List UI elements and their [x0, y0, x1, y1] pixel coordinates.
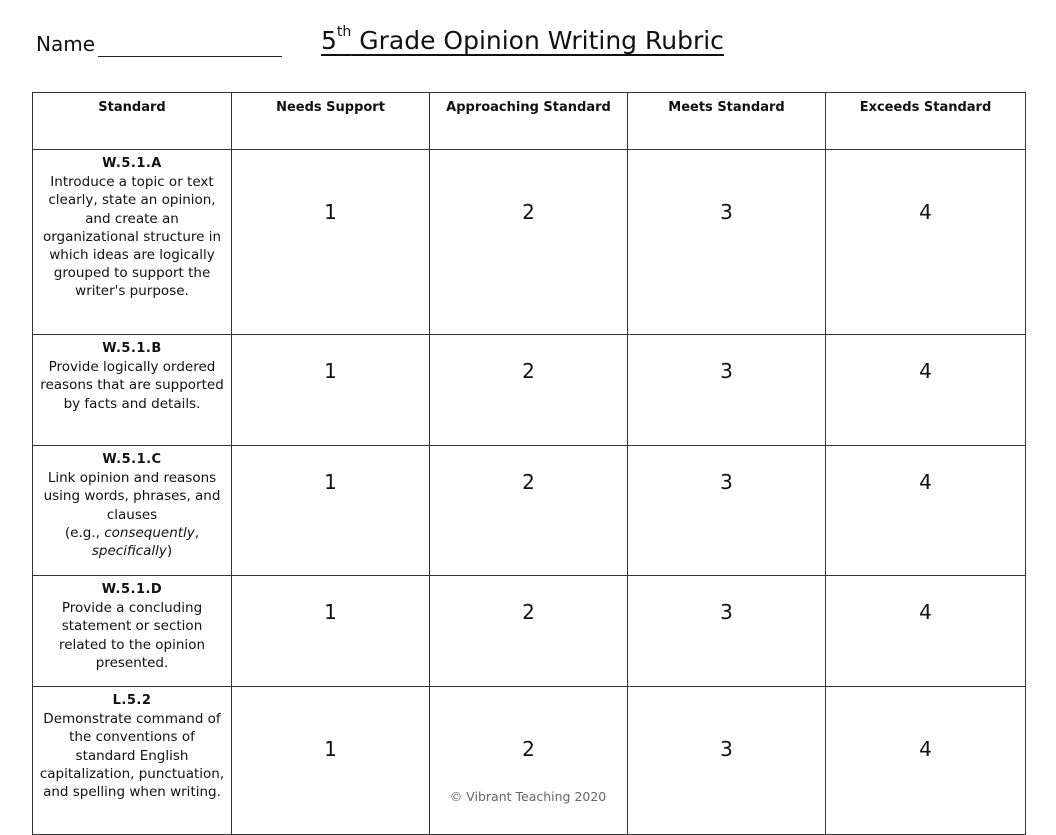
score-cell[interactable]: 3	[628, 687, 826, 835]
score-cell[interactable]: 2	[430, 446, 628, 576]
col-header-approaching-standard: Approaching Standard	[430, 93, 628, 150]
score-cell[interactable]: 3	[628, 576, 826, 687]
standard-description: Introduce a topic or text clearly, state an opinion, and create an organizational structure in which ideas are logically grouped to support the writer's purpose.	[42, 174, 222, 300]
table-row	[33, 446, 1026, 576]
standard-code: W.5.1.C	[102, 452, 162, 467]
score-cell[interactable]: 1	[232, 687, 430, 835]
rubric-table	[32, 92, 1026, 835]
standard-description: Provide a concluding statement or section related to the opinion presented.	[58, 600, 206, 671]
example-close: )	[166, 543, 173, 560]
name-field-line[interactable]	[98, 56, 282, 57]
score-cell[interactable]: 2	[430, 335, 628, 446]
score-cell[interactable]: 3	[628, 150, 826, 335]
standard-cell	[33, 150, 232, 335]
score-cell[interactable]: 3	[628, 335, 826, 446]
score-cell[interactable]: 1	[232, 446, 430, 576]
table-row	[33, 150, 1026, 335]
score-cell[interactable]: 3	[628, 446, 826, 576]
standard-description: Provide logically ordered reasons that are supported by facts and details.	[40, 359, 224, 412]
example-open: (e.g.,	[64, 524, 105, 541]
standard-code: L.5.2	[112, 693, 152, 708]
score-cell[interactable]: 1	[232, 150, 430, 335]
standard-code: W.5.1.B	[102, 341, 162, 356]
standard-code: W.5.1.A	[102, 156, 162, 171]
page-header	[36, 24, 1026, 64]
standard-cell	[33, 446, 232, 576]
table-row	[33, 687, 1026, 835]
score-cell[interactable]: 4	[826, 687, 1026, 835]
standard-cell	[33, 335, 232, 446]
table-row	[33, 576, 1026, 687]
score-cell[interactable]: 4	[826, 446, 1026, 576]
score-cell[interactable]: 4	[826, 576, 1026, 687]
page-title	[321, 23, 724, 55]
standard-cell	[33, 576, 232, 687]
standard-cell	[33, 687, 232, 835]
example-separator: ,	[194, 524, 200, 541]
standard-code: W.5.1.D	[101, 582, 163, 597]
title-text: Grade Opinion Writing Rubric	[351, 26, 724, 55]
score-cell[interactable]: 1	[232, 576, 430, 687]
score-cell[interactable]: 1	[232, 335, 430, 446]
score-cell[interactable]: 2	[430, 150, 628, 335]
col-header-exceeds-standard: Exceeds Standard	[826, 93, 1026, 150]
header-row	[33, 93, 1026, 150]
copyright-footer: © Vibrant Teaching 2020	[449, 789, 607, 804]
score-cell[interactable]: 4	[826, 335, 1026, 446]
example-word-2: specifically	[91, 543, 167, 560]
standard-description: Demonstrate command of the conventions of standard English capitalization, punctuation, and spelling when writing.	[39, 711, 225, 801]
col-header-meets-standard: Meets Standard	[628, 93, 826, 150]
title-grade-suffix: th	[336, 23, 352, 40]
col-header-needs-support: Needs Support	[232, 93, 430, 150]
col-header-standard: Standard	[33, 93, 232, 150]
score-cell[interactable]: 4	[826, 150, 1026, 335]
standard-description: Link opinion and reasons using words, phrases, and clauses	[43, 470, 221, 523]
score-cell[interactable]: 2	[430, 687, 628, 835]
example-word-1: consequently	[104, 524, 195, 541]
name-label: Name	[36, 32, 96, 56]
score-cell[interactable]: 2	[430, 576, 628, 687]
table-row	[33, 335, 1026, 446]
title-grade: 5	[321, 26, 337, 55]
